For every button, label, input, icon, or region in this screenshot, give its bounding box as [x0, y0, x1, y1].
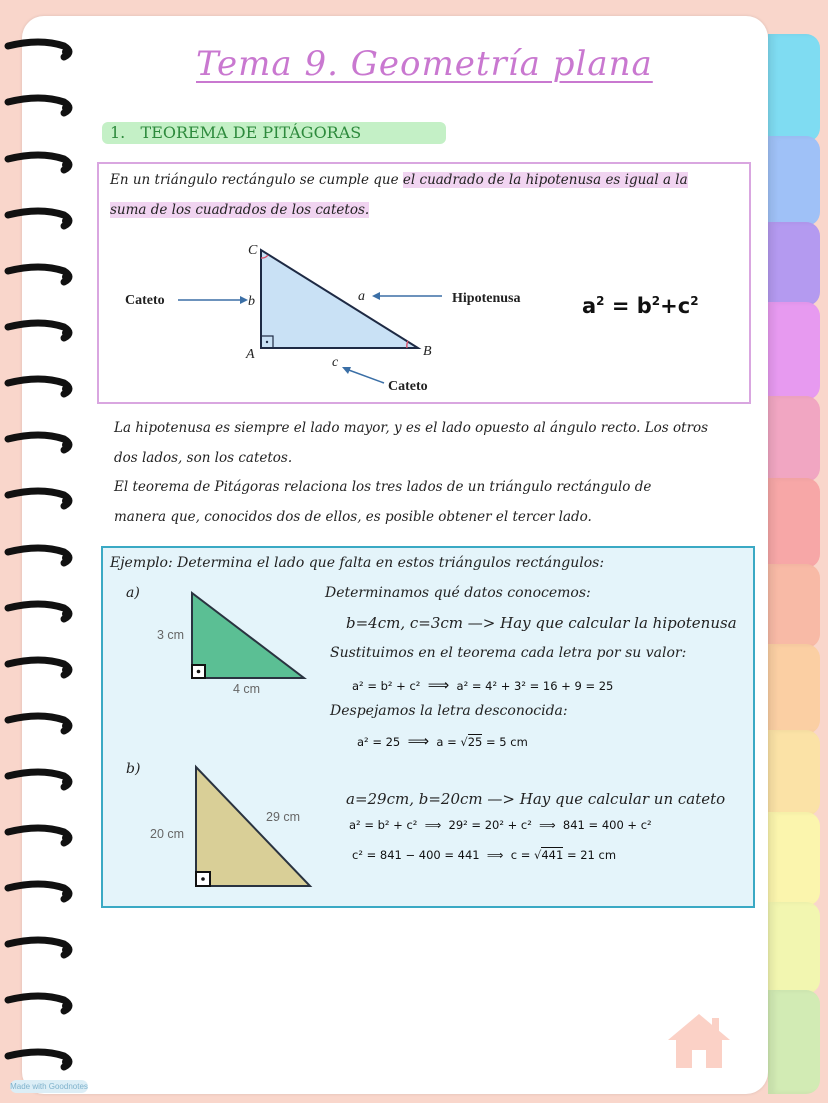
theorem-line-1 [110, 172, 688, 188]
example-b-equation2 [352, 848, 616, 862]
eq2-pre: a = [436, 735, 461, 749]
formula-exp-a: 2 [596, 294, 605, 308]
eq2-root-b: 441 [541, 848, 564, 862]
example-a-label: a) [126, 585, 140, 601]
side-a: a [358, 289, 365, 304]
tab-8[interactable] [768, 644, 820, 734]
formula-a: a [582, 294, 597, 318]
explanation-line-4: manera que, conocidos dos de ellos, es posible obtener el tercer lado. [114, 509, 592, 525]
section-number: 1. [110, 123, 126, 142]
side-b: b [248, 294, 255, 309]
theorem-intro: En un triángulo rectángulo se cumple que [110, 172, 403, 188]
explanation-line-3: El teorema de Pitágoras relaciona los tres lados de un triángulo rectángulo de [114, 479, 652, 495]
goodnotes-watermark: Made with Goodnotes [10, 1082, 88, 1091]
pythagoras-formula [582, 294, 699, 318]
theorem-highlight-1: el cuadrado de la hipotenusa es igual a la [402, 172, 688, 188]
theorem-line-2 [110, 202, 369, 218]
example-b-data: a=29cm, b=20cm —> Hay que calcular un cateto [346, 790, 726, 808]
formula-equals: = [604, 294, 637, 318]
triangle-diagram [120, 238, 560, 398]
eq2-root: 25 [467, 735, 483, 749]
eq2-post: = 5 cm [482, 735, 528, 749]
triangle-b-hypotenuse: 29 cm [266, 810, 301, 824]
tab-5[interactable] [768, 396, 820, 482]
section-title [110, 123, 361, 142]
formula-plus: + [660, 294, 678, 318]
example-a-equation2 [357, 732, 528, 750]
tab-9[interactable] [768, 730, 820, 816]
binder-rings [0, 0, 90, 1103]
formula-exp-b: 2 [651, 294, 661, 308]
example-a-step1: Determinamos qué datos conocemos: [325, 585, 591, 601]
label-cateto-left: Cateto [125, 293, 165, 308]
explanation-line-1: La hipotenusa es siempre el lado mayor, y es el lado opuesto al ángulo recto. Los otros [114, 420, 709, 436]
eq2-post-b: = 21 cm [563, 848, 617, 862]
eq2-pre-b: c² = 841 − 400 = 441 ⟹ c = [352, 848, 535, 862]
example-a-data: b=4cm, c=3cm —> Hay que calcular la hipotenusa [346, 614, 737, 632]
tab-2[interactable] [768, 136, 820, 226]
explanation-line-2: dos lados, son los catetos. [114, 450, 293, 466]
tab-11[interactable] [768, 902, 820, 994]
example-a-step2: Sustituimos en el teorema cada letra por su valor: [330, 645, 687, 661]
tab-12[interactable] [768, 990, 820, 1094]
implies-icon: ⟹ [407, 732, 430, 750]
eq2-left: a² = 25 [357, 735, 401, 749]
tab-3[interactable] [768, 222, 820, 306]
triangle-b-vertical-side: 20 cm [150, 827, 185, 841]
formula-b: b [636, 294, 652, 318]
label-hipotenusa: Hipotenusa [452, 291, 521, 306]
tab-4[interactable] [768, 302, 820, 400]
page-title: Tema 9. Geometría plana [196, 44, 653, 84]
example-a-step3: Despejamos la letra desconocida: [330, 703, 568, 719]
vertex-c: C [248, 243, 258, 258]
implies-icon: ⟹ [427, 676, 450, 694]
eq1-right: a² = 4² + 3² = 16 + 9 = 25 [456, 679, 614, 693]
example-b-equation1: a² = b² + c² ⟹ 29² = 20² + c² ⟹ 841 = 400 + c² [349, 818, 652, 832]
formula-exp-c: 2 [690, 294, 699, 308]
tab-6[interactable] [768, 478, 820, 568]
vertex-b: B [423, 344, 432, 359]
sqrt-icon: √ [534, 848, 542, 862]
formula-c: c [677, 294, 691, 318]
tab-1[interactable] [768, 34, 820, 142]
sqrt-icon: √ [460, 735, 468, 749]
section-label: TEOREMA DE PITÁGORAS [140, 123, 362, 142]
example-heading: Ejemplo: Determina el lado que falta en estos triángulos rectángulos: [110, 555, 605, 571]
vertex-a: A [246, 347, 255, 362]
tab-7[interactable] [768, 564, 820, 648]
eq1-left: a² = b² + c² [352, 679, 421, 693]
side-c: c [332, 355, 339, 370]
section-header [102, 122, 446, 144]
example-a-equation1 [352, 676, 613, 694]
example-b-label: b) [126, 761, 141, 777]
home-icon[interactable] [666, 1010, 732, 1070]
theorem-highlight-2: suma de los cuadrados de los catetos. [110, 202, 370, 218]
triangle-a-vertical-side: 3 cm [157, 628, 185, 642]
label-cateto-bottom: Cateto [388, 379, 428, 394]
triangle-a-horizontal-side: 4 cm [233, 682, 261, 696]
tab-10[interactable] [768, 812, 820, 906]
triangle-a [150, 588, 310, 698]
